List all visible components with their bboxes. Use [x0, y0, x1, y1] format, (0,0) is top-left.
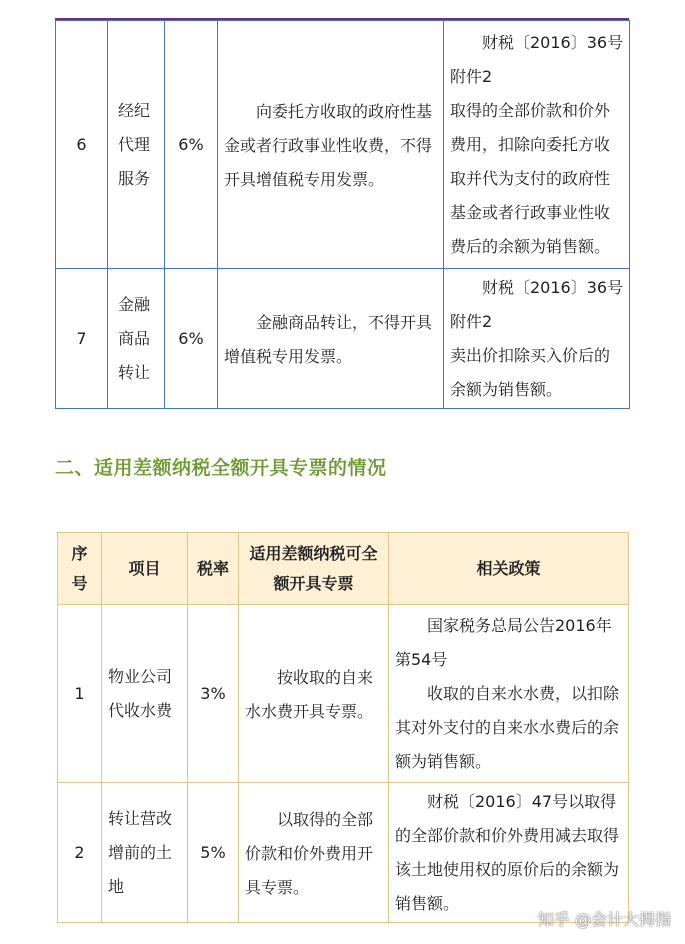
table-row — [58, 605, 629, 783]
differential-tax-table-continued — [55, 20, 630, 409]
row-item: 经纪 代理 服务 — [108, 21, 165, 269]
table-header-row — [58, 533, 629, 605]
row-policy: 财税〔2016〕36号 附件2 卖出价扣除买入价后的余额为销售额。 — [444, 269, 630, 409]
row-item: 转让营改增前的土地 — [102, 783, 188, 923]
table-row — [56, 269, 630, 409]
row-policy: 国家税务总局公告2016年第54号 收取的自来水水费，以扣除其对外支付的自来水水费后的余额为销售额。 — [389, 605, 629, 783]
row-tax-rate: 5% — [188, 783, 239, 923]
row-tax-rate: 6% — [165, 21, 218, 269]
row-policy: 财税〔2016〕36号 附件2 取得的全部价款和价外费用，扣除向委托方收取并代为支付的政府性基金或者行政事业性收费后的余额为销售额。 — [444, 21, 630, 269]
table-row — [56, 21, 630, 269]
row-invoice-note: 以取得的全部价款和价外费用开具专票。 — [239, 783, 389, 923]
row-invoice-note: 向委托方收取的政府性基金或者行政事业性收费，不得开具增值税专用发票。 — [218, 21, 444, 269]
row-item: 物业公司代收水费 — [102, 605, 188, 783]
table-row — [58, 783, 629, 923]
header-number: 序号 — [58, 533, 102, 605]
row-number: 2 — [58, 783, 102, 923]
section-heading: 二、适用差额纳税全额开具专票的情况 — [55, 457, 387, 479]
header-item: 项目 — [102, 533, 188, 605]
row-number: 7 — [56, 269, 108, 409]
row-tax-rate: 3% — [188, 605, 239, 783]
header-note: 适用差额纳税可全额开具专票 — [239, 533, 389, 605]
header-policy: 相关政策 — [389, 533, 629, 605]
header-rate: 税率 — [188, 533, 239, 605]
source-watermark: 知乎 @会计大拇指 — [537, 910, 671, 929]
full-invoice-table — [57, 532, 629, 923]
row-number: 1 — [58, 605, 102, 783]
row-invoice-note: 按收取的自来水水费开具专票。 — [239, 605, 389, 783]
row-policy: 财税〔2016〕47号以取得的全部价款和价外费用减去取得该土地使用权的原价后的余额为销售额。 — [389, 783, 629, 923]
row-item: 金融 商品 转让 — [108, 269, 165, 409]
row-number: 6 — [56, 21, 108, 269]
row-tax-rate: 6% — [165, 269, 218, 409]
row-invoice-note: 金融商品转让，不得开具增值税专用发票。 — [218, 269, 444, 409]
